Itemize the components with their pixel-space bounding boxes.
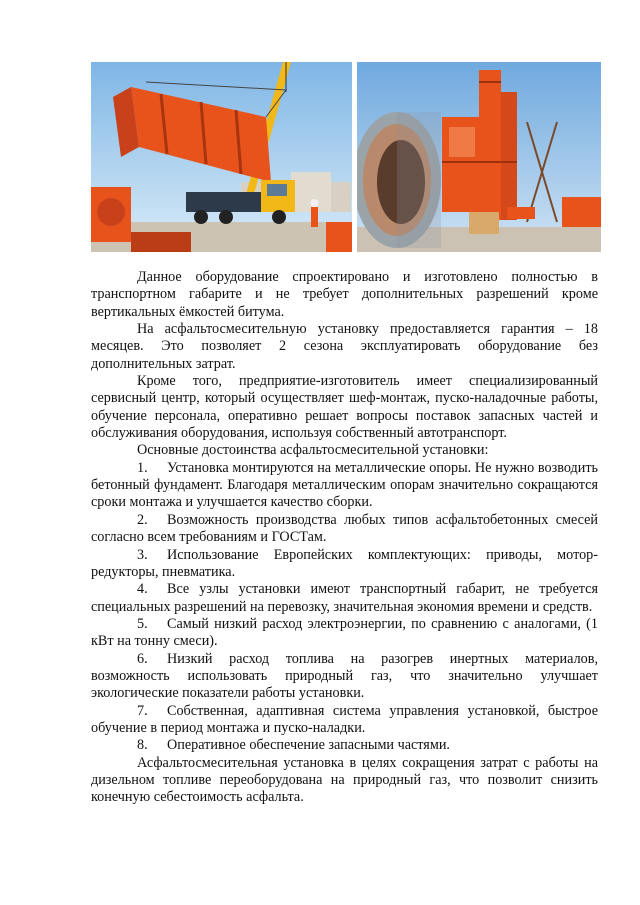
list-item-number: 8. [137, 737, 148, 754]
list-item-number: 6. [137, 650, 148, 667]
list-item-number: 4. [137, 581, 148, 598]
list-item-text: Собственная, адаптивная система управления установкой, быстрое обучение в период монтажа и пуско-наладки. [91, 702, 598, 736]
list-item-text: Низкий расход топлива на разогрев инертных материалов, возможность использовать природный газ, что значительно улучшает экологические показатели работы установки. [91, 650, 598, 702]
list-item-text: Установка монтируются на металлические опоры. Не нужно возводить бетонный фундамент. Благодаря металлическим опорам значительно сокращаются сроки монтажа и улучшается качество сборки. [91, 459, 598, 511]
list-item-number: 3. [137, 546, 148, 563]
list-item [91, 460, 598, 512]
list-item [91, 581, 598, 616]
list-item-text: Использование Европейских комплектующих: приводы, мотор-редукторы, пневматика. [91, 546, 598, 580]
list-item-number: 2. [137, 511, 148, 528]
photo-strip [91, 62, 601, 252]
list-item [91, 703, 598, 738]
photo-crane-lifting-frame [91, 62, 352, 252]
list-item [91, 737, 598, 754]
plant-photo-illustration [357, 62, 601, 252]
list-item-number: 7. [137, 702, 148, 719]
list-item-text: Самый низкий расход электроэнергии, по сравнению с аналогами, (1 кВт на тонну смеси). [91, 615, 598, 650]
list-item-text: Возможность производства любых типов асфальтобетонных смесей согласно всем требованиям и ГОСТам. [91, 511, 598, 546]
list-item [91, 547, 598, 582]
list-item-text: Оперативное обеспечение запасными частями. [167, 737, 450, 754]
crane-photo-illustration [91, 62, 352, 252]
paragraph-design: Данное оборудование спроектировано и изготовлено полностью в транспортном габарите и не требует дополнительных разрешений кроме вертикальных ёмкостей битума. [91, 269, 598, 320]
body-text [91, 269, 598, 807]
paragraph-gas-conversion: Асфальтосмесительная установка в целях сокращения затрат с работы на дизельном топливе переоборудована на природный газ, что позволит снизить конечную себестоимость асфальта. [91, 754, 598, 806]
list-item-text: Все узлы установки имеют транспортный габарит, не требуется специальных разрешений на перевозку, значительная экономия времени и средств. [91, 581, 598, 615]
list-item-number: 1. [137, 459, 148, 476]
list-item [91, 512, 598, 547]
paragraph-service-center: Кроме того, предприятие-изготовитель имеет специализированный сервисный центр, который осуществляет шеф-монтаж, пуско-наладочные работы, обучение персонала, оперативно решает вопросы поставок запасных частей и обслуживания оборудования, используя собственный автотранспорт. [91, 373, 598, 442]
list-item [91, 616, 598, 651]
photo-asphalt-plant-tower [357, 62, 601, 252]
advantages-list [91, 460, 598, 755]
paragraph-warranty: На асфальтосмесительную установку предоставляется гарантия – 18 месяцев. Это позволяет 2 сезона эксплуатировать оборудование без дополнительных затрат. [91, 321, 598, 372]
list-item-number: 5. [137, 615, 148, 632]
list-item [91, 651, 598, 703]
list-intro: Основные достоинства асфальтосмесительной установки: [137, 442, 489, 459]
